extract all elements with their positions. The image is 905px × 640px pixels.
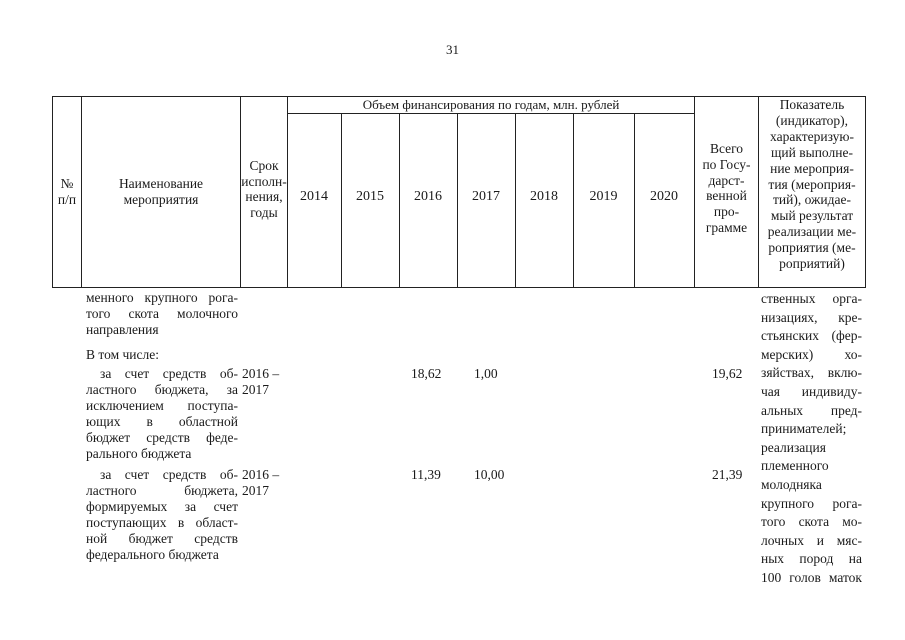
header-year-2017: 2017 xyxy=(472,189,500,204)
header-total: Всего по Госу- дарст- венной про- грамме xyxy=(702,141,751,235)
row-1-total: 19,62 xyxy=(712,366,743,381)
header-num: № п/п xyxy=(57,176,77,207)
header-term: Срок исполн- нения, годы xyxy=(241,158,287,220)
header-year-2014: 2014 xyxy=(300,189,328,204)
row-2-2016: 11,39 xyxy=(411,467,441,482)
including-label: В том числе: xyxy=(86,347,159,362)
row-2-term: 2016 – 2017 xyxy=(242,467,280,498)
continued-name: менного крупного рога- того скота молочного направления xyxy=(86,290,238,337)
header-bottom-border xyxy=(52,287,866,288)
header-indicator: Показатель (индикатор), характеризую- щий выполне- ние мероприя- тия (мероприя- тий), ожидае- мый результат реализации ме- роприятия (ме- роприятий) xyxy=(767,97,857,272)
col-border-right xyxy=(865,96,866,288)
header-name: Наименование мероприятия xyxy=(118,176,204,207)
row-1-name: за счет средств об- ластного бюджета, за исключением поступа- ющих в областной бюджет средств феде- рального бюджета xyxy=(86,366,238,461)
row-2-name: за счет средств об- ластного бюджета, формируемых за счет поступающих в област- ной бюджет средств федерального бюджета xyxy=(86,467,238,562)
row-1-term: 2016 – 2017 xyxy=(242,366,280,397)
header-year-2020: 2020 xyxy=(650,189,678,204)
funding-divider xyxy=(287,113,694,114)
header-year-2019: 2019 xyxy=(589,189,618,204)
header-year-2015: 2015 xyxy=(356,189,384,204)
row-1-2017: 1,00 xyxy=(474,366,498,381)
header-year-2018: 2018 xyxy=(530,189,558,204)
row-2-2017: 10,00 xyxy=(474,467,505,482)
header-year-2016: 2016 xyxy=(414,189,442,204)
header-funding-title: Объем финансирования по годам, млн. рублей xyxy=(362,97,620,112)
page-number: 31 xyxy=(446,42,459,57)
row-1-2016: 18,62 xyxy=(411,366,442,381)
indicator-continued: ственных орга- низациях, кре- стьянских (фер- мерских) хо- зяйствах, вклю- чая индивиду- альных пред- принимателей; реализация племенного молодняка крупного рога- того скота мо- лочных и мяс- ных пород на 100 голов маток xyxy=(761,291,862,585)
row-2-total: 21,39 xyxy=(712,467,743,482)
